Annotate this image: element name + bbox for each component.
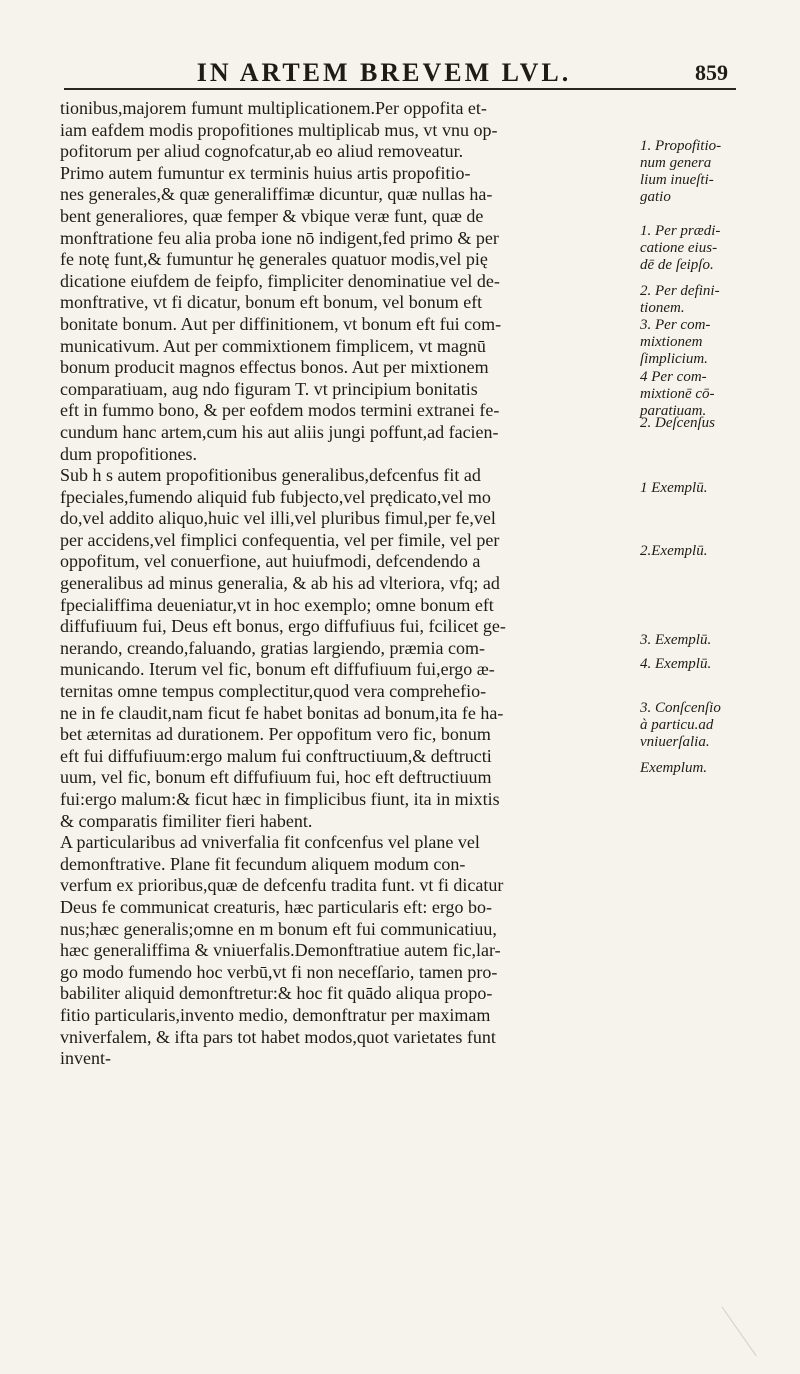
text-line: monftratione feu alia proba ione nō indigent,fed primo & per	[60, 227, 499, 248]
text-line: monftrative, vt fi dicatur, bonum eft bonum, vel bonum eft	[60, 292, 483, 313]
text-line: nes generales,& quæ generaliffimæ dicuntur, quæ nullas ha-	[60, 184, 493, 205]
margin-note	[640, 369, 790, 420]
margin-note	[640, 760, 790, 777]
margin-note	[640, 415, 790, 432]
text-line: fui:ergo malum:& ficut hæc in fimplicibus fiunt, ita in mixtis	[60, 789, 500, 809]
margin-note-line: dē de ſeipſo.	[640, 257, 714, 273]
margin-note-line: ſimplicium.	[640, 351, 708, 367]
text-line: pofitorum per aliud cognofcatur,ab eo aliud removeatur.	[60, 141, 464, 162]
text-line: bonitate bonum. Aut per diffinitionem, vt bonum eft fui com-	[60, 313, 502, 334]
margin-note-line: mixtionē cō-	[640, 386, 715, 402]
text-line: fpeciales,fumendo aliquid fub fubjecto,vel prędicato,vel mo	[60, 486, 491, 507]
text-line: ne in fe claudit,nam ficut fe habet bonitas ad bonum,ita fe ha-	[60, 702, 504, 723]
text-line: eft fui diffufiuum:ergo malum fui conftructiuum,& deftructi	[60, 745, 492, 766]
margin-note-line: à particu.ad	[640, 717, 714, 733]
margin-note	[640, 656, 790, 673]
text-line: ternitas omne tempus complectitur,quod vera comprehefio-	[60, 681, 487, 702]
margin-note-line: 1. Propofitio-	[640, 138, 722, 154]
text-line: vniverfalem, & ifta pars tot habet modos,quot varietates funt	[60, 1026, 496, 1047]
text-line: A particularibus ad vniverfalia fit confcenfus vel plane vel	[60, 832, 480, 853]
page-number: 859	[695, 60, 728, 85]
margin-note-line: tionem.	[640, 300, 685, 316]
text-line: municando. Iterum vel fic, bonum eft diffufiuum fui,ergo æ-	[60, 659, 495, 680]
margin-note	[640, 223, 790, 274]
text-line: bonum producit magnos effectus bonos. Aut per mixtionem	[60, 357, 489, 378]
margin-note	[640, 700, 790, 751]
margin-note-line: 2. Deſcenſus	[640, 415, 715, 431]
margin-note-line: 1. Per prædi-	[640, 223, 721, 239]
margin-note-line: 3. Exemplū.	[640, 632, 712, 648]
margin-note	[640, 632, 790, 649]
margin-note-line: catione eius-	[640, 240, 718, 256]
margin-note-line: 2. Per defini-	[640, 283, 720, 299]
text-line: babiliter aliquid demonftretur:& hoc fit quādo aliqua propo-	[60, 983, 493, 1004]
text-line: generalibus ad minus generalia, & ab his ad vlteriora, vfq; ad	[60, 573, 500, 594]
text-line: dicatione eiufdem de feipfo, fimpliciter denominatiue vel de-	[60, 270, 500, 291]
text-line: uum, vel fic, bonum eft diffufiuum fui, hoc eft deftructiuum	[60, 767, 492, 788]
text-line: Primo autem fumuntur ex terminis huius artis propofitio-	[60, 162, 471, 183]
text-line: fpecialiffima deueniatur,vt in hoc exemplo; omne bonum eft	[60, 594, 494, 615]
margin-note-line: 3. Conſcenſio	[640, 700, 721, 716]
text-line: oppofitum, vel conuerfione, aut huiufmodi, defcendendo a	[60, 551, 481, 572]
text-line: nus;hæc generalis;omne en m bonum eft fui communicatiuu,	[60, 918, 497, 939]
text-line: invent-	[60, 1048, 111, 1069]
text-line: iam eafdem modis propofitiones multiplicab mus, vt vnu op-	[60, 119, 498, 140]
margin-note-line: num genera	[640, 155, 712, 171]
text-line: municativum. Aut per commixtionem fimplicem, vt magnū	[60, 335, 486, 356]
text-line: Deus fe communicat creaturis, hæc particularis eft: ergo bo-	[60, 896, 493, 917]
text-line: & comparatis fimiliter fieri habent.	[60, 810, 313, 831]
text-line: verfum ex prioribus,quæ de defcenfu tradita funt. vt fi dicatur	[60, 875, 504, 896]
text-line: fitio particularis,invento medio, demonftratur per maximam	[60, 1004, 491, 1025]
text-line: bent generaliores, quæ femper & vbique veræ funt, quæ de	[60, 205, 484, 226]
margin-note-line: vniuerſalia.	[640, 734, 710, 750]
text-line: Sub h s autem propofitionibus generalibus,defcenfus fit ad	[60, 465, 481, 486]
margin-note-line: gatio	[640, 189, 671, 205]
margin-note-line: 3. Per com-	[640, 317, 711, 333]
margin-note-line: Exemplum.	[640, 760, 708, 776]
margin-note	[640, 480, 790, 497]
running-header	[64, 58, 736, 90]
margin-note-line: lium inueſti-	[640, 172, 714, 188]
text-line: comparatiuam, aug ndo figuram T. vt principium bonitatis	[60, 378, 478, 399]
text-line: nerando, creando,faluando, gratias largiendo, præmia com-	[60, 637, 486, 658]
text-line: go modo fumendo hoc verbū,vt fi non necefſario, tamen pro-	[60, 961, 498, 982]
text-line: hæc generaliffima & vniuerfalis.Demonftratiue autem fic,lar-	[60, 940, 501, 961]
text-line: tionibus,majorem fumunt multiplicationem.Per oppofita et-	[60, 98, 487, 118]
text-line: demonftrative. Plane fit fecundum aliquem modum con-	[60, 853, 466, 874]
text-line: eft in fummo bono, & per eofdem modos termini extranei fe-	[60, 400, 500, 421]
margin-note-line: paratiuam.	[640, 403, 707, 419]
margin-note-line: 4. Exemplū.	[640, 656, 712, 672]
margin-note-line: 2.Exemplū.	[640, 543, 708, 559]
text-line: cundum hanc artem,cum his aut aliis jungi poffunt,ad facien-	[60, 421, 499, 442]
margin-note	[640, 317, 790, 368]
margin-note	[640, 283, 790, 317]
page-mark	[722, 1284, 790, 1357]
text-line: do,vel addito aliquo,huic vel illi,vel pluribus fimul,per fe,vel	[60, 508, 496, 529]
running-title: IN ARTEM BREVEM LVL.	[196, 58, 572, 87]
text-line: bet æternitas ad durationem. Per oppofitum vero fic, bonum	[60, 724, 491, 745]
text-line: fe notę funt,& fumuntur hę generales quatuor modis,vel pię	[60, 249, 488, 270]
margin-note	[640, 543, 790, 560]
margin-note	[640, 138, 790, 206]
text-line: diffufiuum fui, Deus eft bonus, ergo diffufiuus fui, fcilicet ge-	[60, 616, 506, 637]
text-line: dum propofitiones.	[60, 443, 197, 464]
margin-note-line: 4 Per com-	[640, 369, 707, 385]
margin-note-line: mixtionem	[640, 334, 703, 350]
text-line: per accidens,vel fimplici confequentia, vel per fimile, vel per	[60, 529, 500, 550]
margin-note-line: 1 Exemplū.	[640, 480, 708, 496]
main-text-block	[60, 98, 630, 1070]
